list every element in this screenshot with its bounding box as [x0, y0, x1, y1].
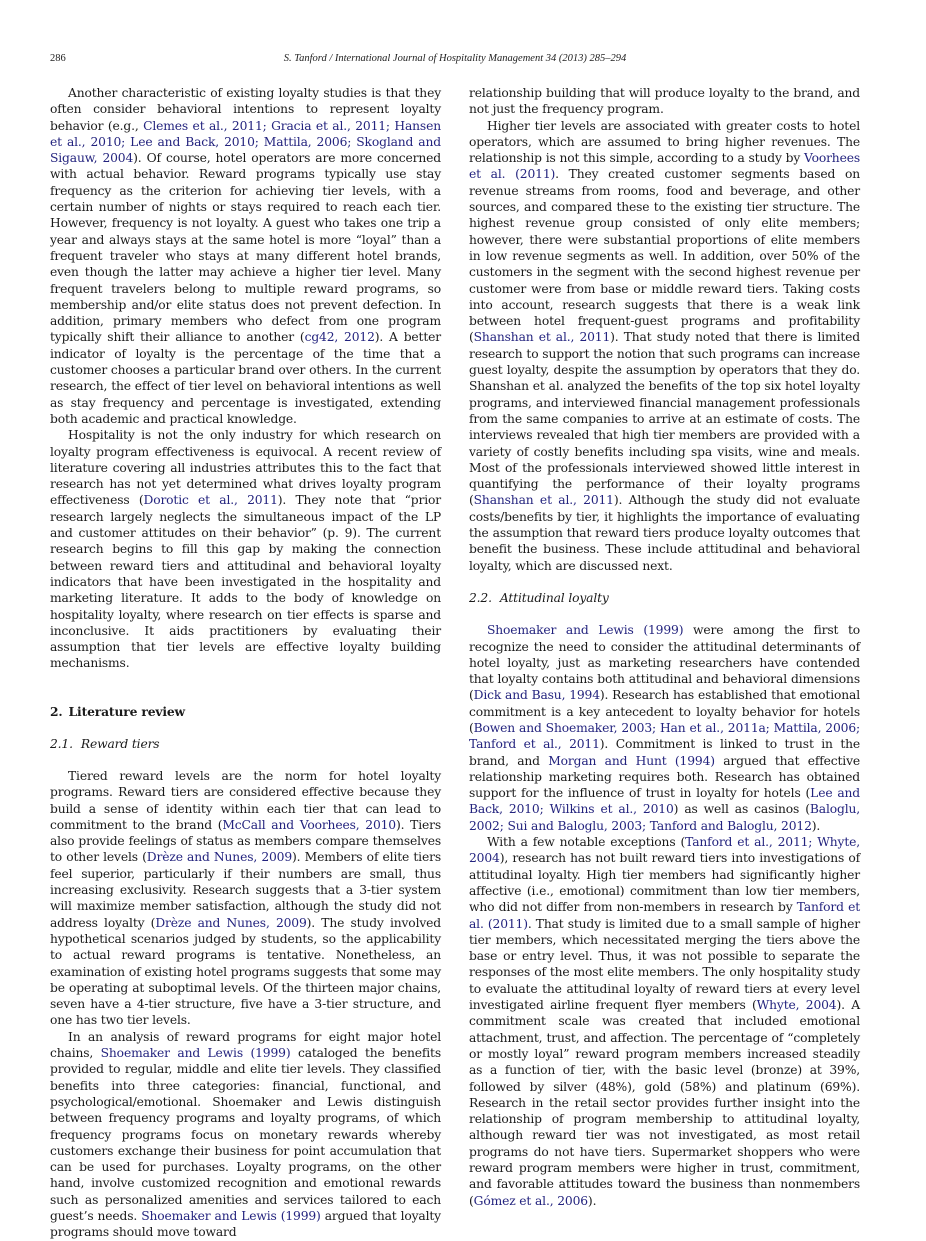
text-span: ). A better indicator of loyalty is the percentage of the time that a customer chooses a particular brand over others. In the current research, the effect of tier level on behavioral intentions as well as stay frequency and percentage is investigated, extending both academic and practical knowledge.: [50, 330, 441, 426]
citation-link[interactable]: Gómez et al., 2006: [473, 1193, 588, 1208]
text-span: ). Members of elite tiers feel superior, particularly if their numbers are small, thus increasing exclusivity. Research suggests that a 3-tier system will maximize member satisfaction, although the study did not address loyalty (: [50, 850, 441, 930]
citation-link[interactable]: Dick and Basu, 1994: [473, 688, 600, 703]
left-column: [50, 85, 441, 1241]
subsection-number: 2.2.: [469, 590, 492, 605]
text-span: ).: [811, 818, 821, 833]
text-span: With a few notable exceptions (: [487, 835, 686, 850]
paragraph: [469, 834, 860, 1209]
subsection-heading: [50, 736, 441, 752]
text-span: ). They note that “prior research largely neglects the simultaneous impact of the LP and customer attitudes on their behavior” (p. 9). The current research begins to fill this gap by making the connection between reward tiers and attitudinal and behavioral loyalty indicators that have been investigated in the hospitality and marketing literature. It adds to the body of knowledge on hospitality loyalty, where research on tier effects is sparse and inconclusive. It aids practitioners by evaluating their assumption that tier levels are effective loyalty building mechanisms.: [50, 493, 442, 671]
text-span: ), research has not built reward tiers into investigations of attitudinal loyalty. High tier members had significantly higher affective (i.e., emotional) commitment than low tier members, who did not differ from non-members in research by: [469, 851, 860, 915]
text-span: ). Of course, hotel operators are more concerned with actual behavior. Reward programs typically use stay frequency as the criterion for achieving tier levels, with a certain number of nights or stays required to reach each tier. However, frequency is not loyalty. A guest who takes one trip a year and always stays at the same hotel is more “loyal” than a frequent traveler who stays at many different hotel brands, even though the latter may achieve a higher tier level. Many frequent travelers belong to multiple reward programs, so membership and/or elite status does not prevent defection. In addition, primary members who defect from one program typically shift their alliance to another (: [50, 151, 441, 345]
text-span: ).: [587, 1193, 597, 1208]
paragraph: [469, 118, 860, 574]
citation-link[interactable]: Drèze and Nunes, 2009: [146, 850, 293, 865]
citation-link[interactable]: Shoemaker and Lewis (1999): [100, 1046, 291, 1061]
text-span: ). Although the study did not evaluate costs/benefits by tier, it highlights the importance of evaluating the assumption that reward tiers produce loyalty outcomes that benefit the business. These include attitudinal and behavioral loyalty, which are discussed next.: [469, 493, 860, 573]
citation-link[interactable]: Voorhees et al. (2011): [469, 151, 860, 182]
paragraph: [50, 427, 441, 671]
paragraph: [50, 768, 441, 1029]
subsection-number: 2.1.: [50, 736, 73, 751]
page-number: 286: [50, 53, 66, 64]
text-span: ). Research has established that emotional commitment is a key antecedent to loyalty behavior for hotels (: [469, 688, 860, 735]
citation-link[interactable]: Shoemaker and Lewis (1999): [141, 1209, 321, 1223]
paragraph: [469, 85, 860, 118]
subsection-title: Reward tiers: [80, 736, 160, 751]
text-span: . They created customer segments based on revenue streams from rooms, food and beverage, and other sources, and compared these to the existing tier structure. The highest revenue group consisted of only elite members; however, there were substantial proportions of elite members in low revenue segments as well. In addition, over 50% of the customers in the segment with the second highest revenue per customer were from base or middle reward tiers. Taking costs into account, research suggests that there is a weak link between hotel frequent-guest programs and profitability (: [469, 167, 860, 345]
subsection-title: Attitudinal loyalty: [499, 590, 609, 605]
text-span: relationship building that will produce loyalty to the brand, and not just the frequency program.: [469, 86, 860, 117]
paragraph: [50, 1029, 441, 1241]
citation-link[interactable]: Shanshan et al., 2011: [473, 330, 611, 345]
text-span: argued that loyalty programs should move toward: [50, 1209, 441, 1240]
citation-link[interactable]: Tanford et al. (2011): [469, 900, 861, 931]
section-heading: [50, 704, 441, 720]
text-span: Hospitality is not the only industry for which research on loyalty program effectiveness is equivocal. A recent review of literature covering all industries attributes this to the fact that research has not yet determined what drives loyalty program effectiveness (: [50, 428, 441, 508]
section-title: Literature review: [68, 703, 185, 719]
text-span: ). The study involved hypothetical scenarios judged by students, so the applicability to actual reward programs is tentative. Nonetheless, an examination of existing hotel programs suggests that some may be operating at suboptimal levels. Of the thirteen major chains, seven have a 4-tier structure, five have a 3-tier structure, and one has two tier levels.: [50, 915, 441, 1028]
text-span: were among the first to recognize the need to consider the attitudinal determinants of hotel loyalty, just as marketing researchers have contended that loyalty contains both attitudinal and behavioral dimensions (: [469, 623, 860, 703]
text-span: ). Tiers also provide feelings of status as members compare themselves to other levels (: [50, 817, 441, 865]
running-title: S. Tanford / International Journal of Hospitality Management 34 (2013) 285–294: [283, 53, 627, 64]
citation-link[interactable]: Morgan and Hunt (1994): [548, 753, 715, 768]
citation-link[interactable]: Lee and Back, 2010; Wilkins et al., 2010: [469, 786, 861, 817]
citation-link[interactable]: Whyte, 2004: [756, 998, 837, 1013]
right-column: [469, 85, 860, 1209]
section-number: 2.: [50, 703, 63, 719]
text-span: argued that effective relationship marketing requires both. Research has obtained support for the influence of trust in loyalty for hotels (: [469, 753, 860, 801]
text-span: cataloged the benefits provided to regular, middle and elite tier levels. They classified benefits into three categories: financial, functional, and psychological/emotional. Shoemaker and Lewis distinguish between frequency programs and loyalty programs, of which frequency programs focus on monetary rewards whereby customers exchange their business for point accumulation that can be used for purchases. Loyalty programs, on the other hand, involve customized recognition and emotional rewards such as personalized amenities and services tailored to each guest’s needs.: [50, 1046, 441, 1223]
text-span: Another characteristic of existing loyalty studies is that they often consider behavioral intentions to represent loyalty behavior (e.g.,: [50, 86, 441, 133]
text-span: Tiered reward levels are the norm for hotel loyalty programs. Reward tiers are considered effective because they build a sense of identity within each tier that can lead to commitment to the brand (: [50, 768, 441, 832]
citation-link[interactable]: Dorotic et al., 2011: [143, 493, 278, 508]
citation-link[interactable]: McCall and Voorhees, 2010: [222, 817, 396, 832]
text-span: Higher tier levels are associated with greater costs to hotel operators, which are assumed to bring higher revenues. The relationship is not this simple, according to a study by: [469, 118, 860, 166]
running-header: [50, 53, 860, 69]
text-span: . That study is limited due to a small sample of higher tier members, which necessitated merging the tiers above the base or entry level. Thus, it was not possible to separate the responses of the most elite members. The only hospitality study to evaluate the attitudinal loyalty of reward tiers at every level investigated airline frequent flyer members (: [469, 916, 860, 1013]
paragraph: [50, 85, 441, 427]
citation-link[interactable]: Drèze and Nunes, 2009: [155, 915, 307, 930]
text-span: ). That study noted that there is limited research to support the notion that such programs can increase guest loyalty, despite the assumption by operators that they do. Shanshan et al. analyzed the benefits of the top six hotel loyalty programs, and interviewed financial management professionals from the same companies to arrive at an estimate of costs. The interviews revealed that high tier members are provided with a variety of costly benefits including spa visits, wine and meals. Most of the professionals interviewed showed little interest in quantifying the performance of their loyalty programs (: [469, 330, 860, 508]
paragraph: [469, 622, 860, 834]
text-span: ) as well as casinos (: [673, 802, 810, 817]
citation-link[interactable]: Bowen and Shoemaker, 2003; Han et al., 2011a; Mattila, 2006; Tanford et al., 2011: [469, 720, 860, 752]
citation-link[interactable]: Shanshan et al., 2011: [473, 493, 614, 508]
text-span: ). A commitment scale was created that included emotional attachment, trust, and affection. The percentage of “completely or mostly loyal” reward program members increased steadily as a function of tier, with the basic level (bronze) at 39%, followed by silver (48%), gold (58%) and platinum (69%). Research in the retail sector provides further insight into the relationship of program membership to attitudinal loyalty, although reward tier was not investigated, as most retail programs do not have tiers. Supermarket shoppers who were reward program members were higher in trust, commitment, and favorable attitudes toward the business than nonmembers (: [469, 998, 861, 1208]
citation-link[interactable]: Baloglu, 2002; Sui and Baloglu, 2003; Tanford and Baloglu, 2012: [469, 802, 861, 833]
citation-link[interactable]: cg42, 2012: [304, 330, 375, 345]
subsection-heading: [469, 590, 860, 606]
text-span: In an analysis of reward programs for eight major hotel chains,: [50, 1029, 441, 1061]
text-span: ). Commitment is linked to trust in the brand, and: [469, 737, 861, 768]
citation-link[interactable]: Tanford et al., 2011; Whyte, 2004: [469, 835, 861, 866]
citation-link[interactable]: Shoemaker and Lewis (1999): [487, 623, 684, 638]
citation-link[interactable]: Clemes et al., 2011; Gracia et al., 2011; Hansen et al., 2010; Lee and Back, 2010; Mattila, 2006; Skogland and Sigauw, 2004: [50, 118, 441, 166]
